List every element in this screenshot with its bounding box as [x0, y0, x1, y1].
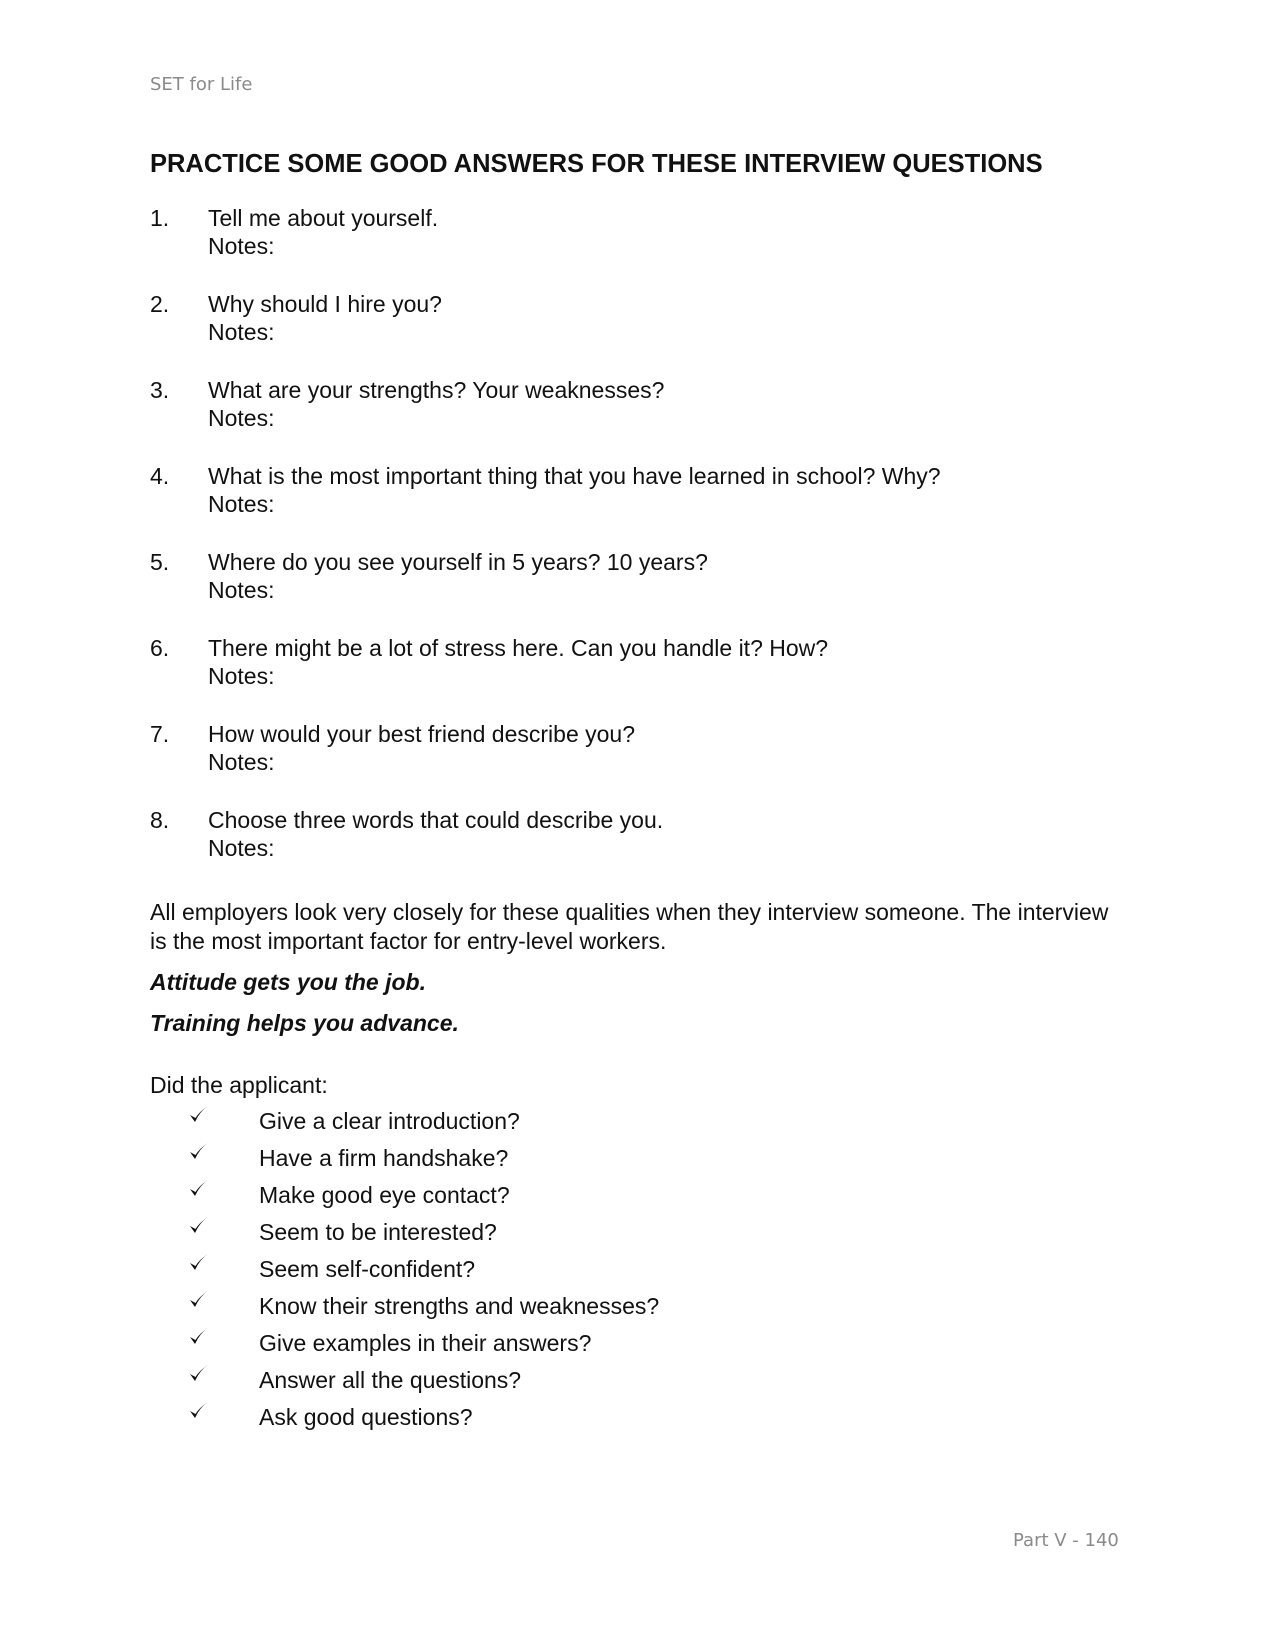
question-notes-label: Notes: — [208, 233, 275, 259]
question-number: 6. — [150, 635, 170, 661]
checkmark-icon — [188, 1325, 210, 1347]
checklist-item-text: Answer all the questions? — [259, 1367, 522, 1393]
question-number: 8. — [150, 807, 170, 833]
question-item-8 — [150, 806, 1150, 892]
question-number: 5. — [150, 549, 170, 575]
checklist-item — [188, 1365, 988, 1402]
question-text: Tell me about yourself. — [208, 205, 439, 231]
checklist-item — [188, 1143, 988, 1180]
question-text: Choose three words that could describe you. — [208, 807, 664, 833]
checklist-item — [188, 1254, 988, 1291]
question-notes-label: Notes: — [208, 491, 275, 517]
checklist-item-text: Have a firm handshake? — [259, 1145, 509, 1171]
applicant-checklist — [188, 1106, 988, 1439]
checkmark-icon — [188, 1177, 210, 1199]
checklist-item-text: Make good eye contact? — [259, 1182, 510, 1208]
checkmark-icon — [188, 1140, 210, 1162]
question-text: How would your best friend describe you? — [208, 721, 636, 747]
question-item-3 — [150, 376, 1150, 462]
question-item-4 — [150, 462, 1150, 548]
question-item-1 — [150, 204, 1150, 290]
checklist-item — [188, 1402, 988, 1439]
emphasis-training: Training helps you advance. — [150, 1010, 459, 1036]
question-list — [150, 204, 1150, 892]
checkmark-icon — [188, 1288, 210, 1310]
question-notes-label: Notes: — [208, 405, 275, 431]
question-item-5 — [150, 548, 1150, 634]
question-item-7 — [150, 720, 1150, 806]
question-number: 7. — [150, 721, 170, 747]
running-header: SET for Life — [150, 74, 253, 95]
question-text: There might be a lot of stress here. Can you handle it? How? — [208, 635, 829, 661]
checklist-item — [188, 1328, 988, 1365]
question-notes-label: Notes: — [208, 319, 275, 345]
checkmark-icon — [188, 1362, 210, 1384]
checklist-item-text: Seem to be interested? — [259, 1219, 497, 1245]
question-text: Why should I hire you? — [208, 291, 442, 317]
question-text: What are your strengths? Your weaknesses? — [208, 377, 665, 403]
emphasis-attitude: Attitude gets you the job. — [150, 969, 426, 995]
question-item-2 — [150, 290, 1150, 376]
checklist-item — [188, 1291, 988, 1328]
question-number: 2. — [150, 291, 170, 317]
page-footer: Part V - 140 — [1013, 1530, 1119, 1551]
question-text: Where do you see yourself in 5 years? 10 years? — [208, 549, 708, 575]
checkmark-icon — [188, 1251, 210, 1273]
question-number: 3. — [150, 377, 170, 403]
checklist-item-text: Give a clear introduction? — [259, 1108, 520, 1134]
question-item-6 — [150, 634, 1150, 720]
checklist-item-text: Know their strengths and weaknesses? — [259, 1293, 660, 1319]
checklist-intro: Did the applicant: — [150, 1072, 328, 1098]
page-title: PRACTICE SOME GOOD ANSWERS FOR THESE INTERVIEW QUESTIONS — [150, 150, 1043, 178]
checklist-item-text: Give examples in their answers? — [259, 1330, 592, 1356]
checkmark-icon — [188, 1103, 210, 1125]
checklist-item — [188, 1106, 988, 1143]
question-number: 1. — [150, 205, 170, 231]
question-notes-label: Notes: — [208, 577, 275, 603]
question-number: 4. — [150, 463, 170, 489]
checkmark-icon — [188, 1214, 210, 1236]
checkmark-icon — [188, 1399, 210, 1421]
checklist-item-text: Seem self-confident? — [259, 1256, 476, 1282]
checklist-item — [188, 1180, 988, 1217]
employer-qualities-paragraph: All employers look very closely for these qualities when they interview someone. The interview is the most important factor for entry-level workers. — [150, 899, 1109, 954]
checklist-item-text: Ask good questions? — [259, 1404, 473, 1430]
question-notes-label: Notes: — [208, 749, 275, 775]
question-notes-label: Notes: — [208, 663, 275, 689]
question-text: What is the most important thing that you have learned in school? Why? — [208, 463, 941, 489]
question-notes-label: Notes: — [208, 835, 275, 861]
checklist-item — [188, 1217, 988, 1254]
